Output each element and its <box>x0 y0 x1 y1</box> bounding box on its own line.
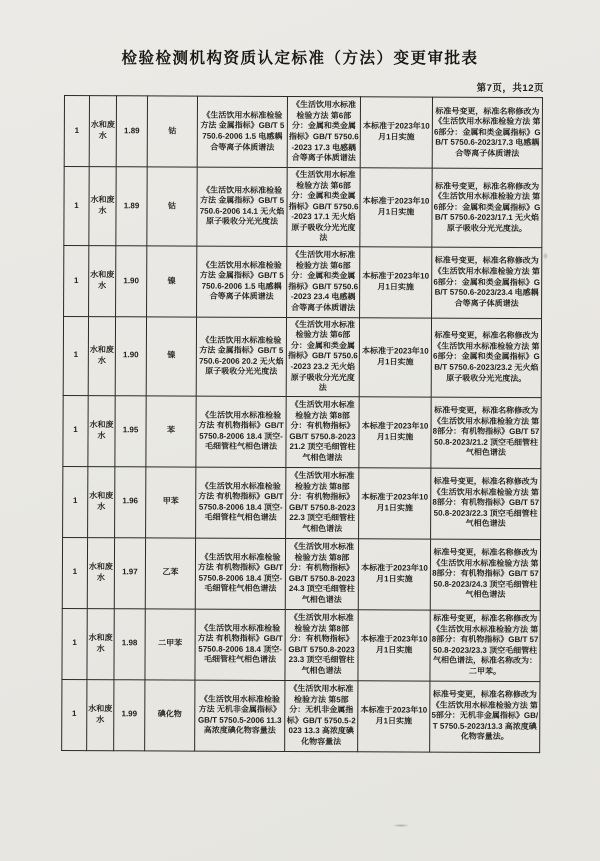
cell-item: 钴 <box>147 167 197 246</box>
table-row <box>62 679 540 752</box>
cell-old-standard: 《生活饮用水标准检验方法 有机物指标》GB/T 5750.8-2006 18.4 顶空-毛细管柱气相色谱法 <box>196 467 286 538</box>
cell-category: 水和废水 <box>89 96 116 167</box>
cell-new-standard: 《生活饮用水标准检验方法 第6部分：金属和类金属指标》GB/T 5750.6-2023 23.4 电感耦合等离子体质谱法 <box>287 246 360 317</box>
cell-seq: 1 <box>64 245 89 316</box>
cell-new-standard: 《生活饮用水标准检验方法 第8部分：有机物指标》GB/T 5750.8-2023 23.3 顶空毛细管柱气相色谱法 <box>285 609 358 680</box>
cell-implementation: 本标准于2023年10月1日实施 <box>359 467 431 538</box>
cell-code: 1.90 <box>116 246 147 317</box>
cell-code: 1.99 <box>114 679 145 750</box>
cell-old-standard: 《生活饮用水标准检验方法 金属指标》GB/T 5750.6-2006 1.5 电感耦合等离子体质谱法 <box>197 96 287 167</box>
cell-implementation: 本标准于2023年10月1日实施 <box>359 318 431 397</box>
cell-old-standard: 《生活饮用水标准检验方法 金属指标》GB/T 5750.6-2006 20.2 无火焰原子吸收分光光度法 <box>196 317 286 396</box>
cell-change-note: 标准号变更，标准名称修改为《生活饮用水标准检验方法 第6部分：金属和类金属指标》GB/T 5750.6-2023/17.3 电感耦合等离子体质谱法 <box>432 97 542 168</box>
cell-change-note: 标准号变更，标准名称修改为《生活饮用水标准检验方法 第8部分：有机物指标》GB/T 5750.8-2023/24.3 顶空毛细管柱气相色谱法 <box>430 539 540 610</box>
cell-new-standard: 《生活饮用水标准检验方法 第6部分：金属和类金属指标》GB/T 5750.6-2023 17.3 电感耦合等离子体质谱法 <box>287 96 360 167</box>
table-row <box>62 537 540 610</box>
cell-change-note: 标准号变更，标准名称修改为《生活饮用水标准检验方法 第6部分：金属和类金属指标》GB/T 5750.6-2023/17.1 无火焰原子吸收分光光度法。 <box>432 168 542 247</box>
table-row <box>64 245 542 318</box>
cell-implementation: 本标准于2023年10月1日实施 <box>358 538 430 609</box>
cell-implementation: 本标准于2023年10月1日实施 <box>360 247 432 318</box>
page-number: 第7页，共12页 <box>476 83 544 94</box>
cell-item: 镍 <box>147 246 197 317</box>
cell-seq: 1 <box>62 537 87 608</box>
cell-seq: 1 <box>63 466 88 537</box>
cell-category: 水和废水 <box>88 395 115 466</box>
cell-item: 甲苯 <box>146 467 196 538</box>
cell-change-note: 标准号变更，标准名称修改为《生活饮用水标准检验方法 第6部分：金属和类金属指标》GB/T 5750.6-2023/23.2 无火焰原子吸收分光光度法。 <box>431 318 541 397</box>
cell-old-standard: 《生活饮用水标准检验方法 有机物指标》GB/T 5750.8-2006 18.4 顶空-毛细管柱气相色谱法 <box>196 396 286 467</box>
table-row <box>62 608 540 681</box>
cell-change-note: 标准号变更，标准名称修改为《生活饮用水标准检验方法 第8部分：有机物指标》GB/T 5750.8-2023/21.2 顶空毛细管柱气相色谱法 <box>431 397 541 468</box>
cell-category: 水和废水 <box>87 608 114 679</box>
cell-new-standard: 《生活饮用水标准检验方法 第8部分：有机物指标》GB/T 5750.8-2023 21.2 顶空毛细管柱气相色谱法 <box>286 396 359 467</box>
cell-code: 1.98 <box>114 608 145 679</box>
cell-item: 碘化物 <box>145 680 195 751</box>
cell-change-note: 标准号变更，标准名称修改为《生活饮用水标准检验方法 第5部分：无机非金属指标》GB/T 5750.5-2023/13.3 高浓度碘化物容量法。 <box>430 681 540 752</box>
cell-new-standard: 《生活饮用水标准检验方法 第8部分：有机物指标》GB/T 5750.8-2023 24.3 顶空毛细管柱气相色谱法 <box>285 538 358 609</box>
cell-code: 1.89 <box>116 167 147 246</box>
cell-change-note: 标准号变更，标准名称修改为《生活饮用水标准检验方法 第8部分：有机物指标》GB/T 5750.8-2023/22.3 顶空毛细管柱气相色谱法 <box>431 468 541 539</box>
cell-category: 水和废水 <box>87 537 114 608</box>
cell-old-standard: 《生活饮用水标准检验方法 有机物指标》GB/T 5750.8-2006 18.4 顶空-毛细管柱气相色谱法 <box>195 538 285 609</box>
cell-category: 水和废水 <box>88 316 115 395</box>
cell-new-standard: 《生活饮用水标准检验方法 第8部分：有机物指标》GB/T 5750.8-2023 22.3 顶空毛细管柱气相色谱法 <box>286 467 359 538</box>
cell-new-standard: 《生活饮用水标准检验方法 第6部分：金属和类金属指标》GB/T 5750.6-2023 23.2 无火焰原子吸收分光光度法 <box>286 317 359 396</box>
cell-seq: 1 <box>64 96 89 167</box>
scan-noise-mark <box>543 252 548 260</box>
cell-seq: 1 <box>64 167 89 246</box>
cell-category: 水和废水 <box>88 466 115 537</box>
cell-seq: 1 <box>62 679 87 750</box>
cell-implementation: 本标准于2023年10月1日实施 <box>358 609 430 680</box>
cell-category: 水和废水 <box>87 679 114 750</box>
cell-code: 1.97 <box>114 537 145 608</box>
cell-seq: 1 <box>62 608 87 679</box>
cell-item: 钴 <box>147 96 197 167</box>
cell-item: 乙苯 <box>145 538 195 609</box>
cell-new-standard: 《生活饮用水标准检验方法 第5部分：无机非金属指标》GB/T 5750.5-2023 13.3 高浓度碘化物容量法 <box>285 680 358 751</box>
cell-implementation: 本标准于2023年10月1日实施 <box>358 680 430 751</box>
page-title: 检验检测机构资质认定标准（方法）变更审批表 <box>121 50 479 67</box>
cell-old-standard: 《生活饮用水标准检验方法 金属指标》GB/T 5750.6-2006 14.1 无火焰原子吸收分光光度法 <box>197 167 287 246</box>
cell-old-standard: 《生活饮用水标准检验方法 金属指标》GB/T 5750.6-2006 1.5 电感耦合等离子体质谱法 <box>197 246 287 317</box>
table-row <box>63 395 541 468</box>
cell-change-note: 标准号变更，标准名称修改为《生活饮用水标准检验方法 第8部分：有机物指标》GB/T 5750.8-2023/23.3 顶空毛细管柱气相色谱法，标准名称改为：二甲苯。 <box>430 610 540 681</box>
cell-code: 1.90 <box>115 317 146 396</box>
table-row <box>64 167 542 248</box>
cell-category: 水和废水 <box>89 245 116 316</box>
cell-code: 1.96 <box>115 466 146 537</box>
cell-code: 1.89 <box>116 96 147 167</box>
table-row <box>63 466 541 539</box>
table-row <box>63 316 541 397</box>
cell-code: 1.95 <box>115 395 146 466</box>
cell-seq: 1 <box>63 316 88 395</box>
cell-seq: 1 <box>63 395 88 466</box>
approval-table-body <box>62 96 543 753</box>
cell-implementation: 本标准于2023年10月1日实施 <box>360 168 432 247</box>
scan-noise-mark <box>392 824 410 827</box>
cell-implementation: 本标准于2023年10月1日实施 <box>359 396 431 467</box>
cell-item: 苯 <box>146 396 196 467</box>
approval-table <box>61 95 543 753</box>
cell-item: 二甲苯 <box>145 609 195 680</box>
cell-change-note: 标准号变更，标准名称修改为《生活饮用水标准检验方法 第6部分：金属和类金属指标》GB/T 5750.6-2023/23.4 电感耦合等离子体质谱法 <box>432 247 542 318</box>
cell-implementation: 本标准于2023年10月1日实施 <box>360 97 432 168</box>
cell-old-standard: 《生活饮用水标准检验方法 无机非金属指标》GB/T 5750.5-2006 11.3 高浓度碘化物容量法 <box>195 680 285 751</box>
table-row <box>64 96 542 169</box>
cell-new-standard: 《生活饮用水标准检验方法 第6部分：金属和类金属指标》GB/T 5750.6-2023 17.1 无火焰原子吸收分光光度法 <box>287 167 360 246</box>
cell-item: 镍 <box>146 317 196 396</box>
cell-category: 水和废水 <box>89 167 116 246</box>
cell-old-standard: 《生活饮用水标准检验方法 有机物指标》GB/T 5750.8-2006 18.4 顶空-毛细管柱气相色谱法 <box>195 609 285 680</box>
